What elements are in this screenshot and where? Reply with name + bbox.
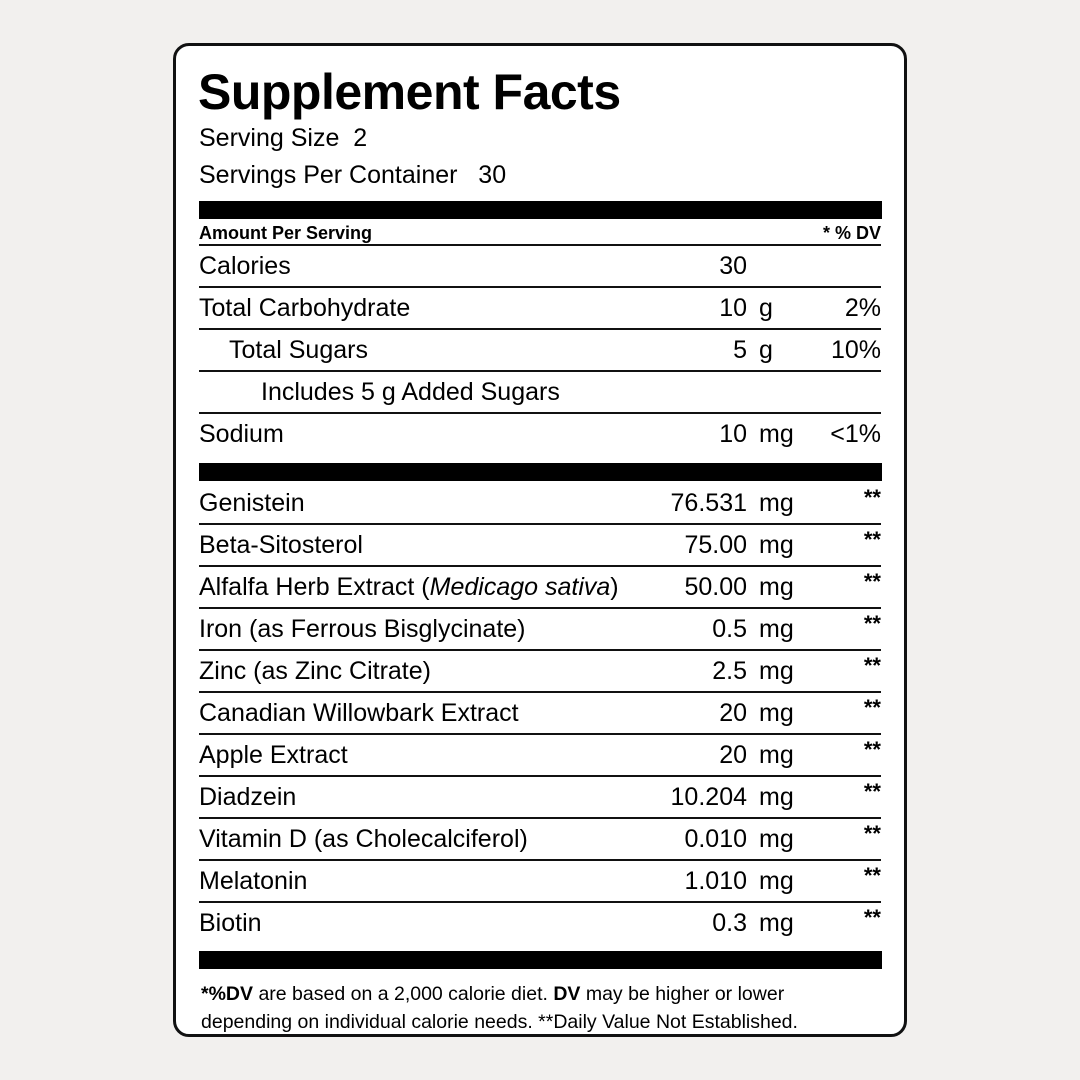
ingredient-dv: ** — [863, 653, 881, 678]
table-row — [199, 525, 881, 567]
ingredient-dv: ** — [863, 611, 881, 636]
ingredient-amount: 75.00 — [684, 531, 747, 559]
nutrient-amount: 10 — [719, 294, 747, 322]
ingredient-dv: ** — [863, 905, 881, 930]
ingredient-amount: 2.5 — [712, 657, 747, 685]
divider-bar-top — [199, 201, 882, 219]
nutrient-name: Calories — [199, 252, 291, 280]
ingredient-name: Diadzein — [199, 783, 297, 811]
footnote-dv-bold-1: %DV — [208, 983, 254, 1005]
ingredient-name: Iron (as Ferrous Bisglycinate) — [199, 615, 526, 643]
nutrient-dv: <1% — [830, 420, 881, 448]
nutrient-dv: 10% — [830, 336, 881, 364]
ingredient-name: Apple Extract — [199, 741, 348, 769]
ingredient-unit: mg — [759, 783, 794, 811]
ingredient-amount: 0.5 — [712, 615, 747, 643]
ingredient-unit: mg — [759, 531, 794, 559]
ingredient-name: Beta-Sitosterol — [199, 531, 363, 559]
footnote-star: * — [201, 983, 209, 1005]
ingredient-name: Melatonin — [199, 867, 308, 895]
supplement-facts-content — [188, 56, 892, 1033]
ingredient-name — [199, 573, 629, 602]
nutrient-amount: 5 — [733, 336, 747, 364]
footnote-text-2: may be higher or lower depending on individual calorie needs. **Daily Value Not Established. — [201, 983, 798, 1033]
footnote-text-1: are based on a 2,000 calorie diet. — [253, 983, 554, 1005]
ingredient-amount: 10.204 — [670, 783, 747, 811]
table-row — [199, 819, 881, 861]
nutrient-amount: 30 — [719, 252, 747, 280]
ingredient-name-prefix: Alfalfa Herb Extract ( — [199, 573, 430, 601]
divider-bar-middle — [199, 463, 882, 481]
ingredient-unit: mg — [759, 657, 794, 685]
amount-per-serving-header — [199, 223, 881, 244]
servings-per-container-line: Servings Per Container 30 — [199, 160, 507, 189]
page-title: Supplement Facts — [198, 64, 621, 120]
nutrition-rows — [188, 246, 892, 454]
nutrient-unit: g — [759, 336, 773, 364]
ingredient-dv: ** — [863, 779, 881, 804]
ingredient-dv: ** — [863, 737, 881, 762]
table-row — [199, 693, 881, 735]
daily-value-header-label: * % DV — [822, 223, 881, 243]
ingredient-name-suffix: ) — [610, 573, 619, 601]
table-row — [199, 609, 881, 651]
table-row — [199, 483, 881, 525]
ingredient-unit: mg — [759, 867, 794, 895]
nutrient-unit: mg — [759, 420, 794, 448]
ingredient-dv: ** — [863, 821, 881, 846]
ingredient-name: Biotin — [199, 909, 262, 937]
ingredient-name: Zinc (as Zinc Citrate) — [199, 657, 431, 685]
amount-per-serving-label: Amount Per Serving — [199, 223, 373, 243]
table-row — [199, 288, 881, 330]
ingredient-amount: 0.3 — [712, 909, 747, 937]
ingredient-dv: ** — [863, 569, 881, 594]
ingredient-dv: ** — [863, 863, 881, 888]
ingredient-name: Vitamin D (as Cholecalciferol) — [199, 825, 528, 853]
table-row — [199, 567, 881, 609]
table-row — [199, 414, 881, 454]
ingredient-dv: ** — [863, 527, 881, 552]
ingredient-unit: mg — [759, 489, 794, 517]
supplement-facts-panel — [173, 43, 907, 1037]
nutrient-name: Total Carbohydrate — [199, 294, 411, 322]
ingredient-amount: 76.531 — [670, 489, 747, 517]
nutrient-unit: g — [759, 294, 773, 322]
nutrient-dv: 2% — [844, 294, 881, 322]
ingredient-latin-name: Medicago sativa — [429, 573, 611, 601]
table-row — [199, 903, 881, 943]
ingredient-amount: 20 — [719, 741, 747, 769]
table-row — [199, 861, 881, 903]
ingredient-amount: 20 — [719, 699, 747, 727]
serving-size-line: Serving Size 2 — [199, 124, 368, 152]
ingredient-amount: 50.00 — [684, 573, 747, 601]
ingredient-dv: ** — [863, 695, 881, 720]
table-row — [199, 330, 881, 372]
nutrient-name: Sodium — [199, 420, 284, 448]
ingredient-unit: mg — [759, 573, 794, 601]
ingredient-name: Genistein — [199, 489, 305, 517]
ingredient-unit: mg — [759, 741, 794, 769]
nutrient-name: Total Sugars — [229, 336, 368, 364]
table-row — [199, 735, 881, 777]
ingredient-unit: mg — [759, 825, 794, 853]
table-row — [199, 372, 881, 414]
ingredient-amount: 1.010 — [684, 867, 747, 895]
ingredient-unit: mg — [759, 615, 794, 643]
table-row — [199, 246, 881, 288]
nutrient-amount: 10 — [719, 420, 747, 448]
divider-bar-bottom — [199, 951, 882, 969]
supplement-rows — [188, 483, 892, 943]
footnote-dv-bold-2: DV — [553, 983, 581, 1005]
ingredient-unit: mg — [759, 909, 794, 937]
table-row — [199, 777, 881, 819]
ingredient-unit: mg — [759, 699, 794, 727]
nutrient-name: Includes 5 g Added Sugars — [261, 378, 560, 406]
ingredient-dv: ** — [863, 485, 881, 510]
ingredient-name: Canadian Willowbark Extract — [199, 699, 519, 727]
table-row — [199, 651, 881, 693]
ingredient-amount: 0.010 — [684, 825, 747, 853]
footnote — [201, 981, 878, 1036]
